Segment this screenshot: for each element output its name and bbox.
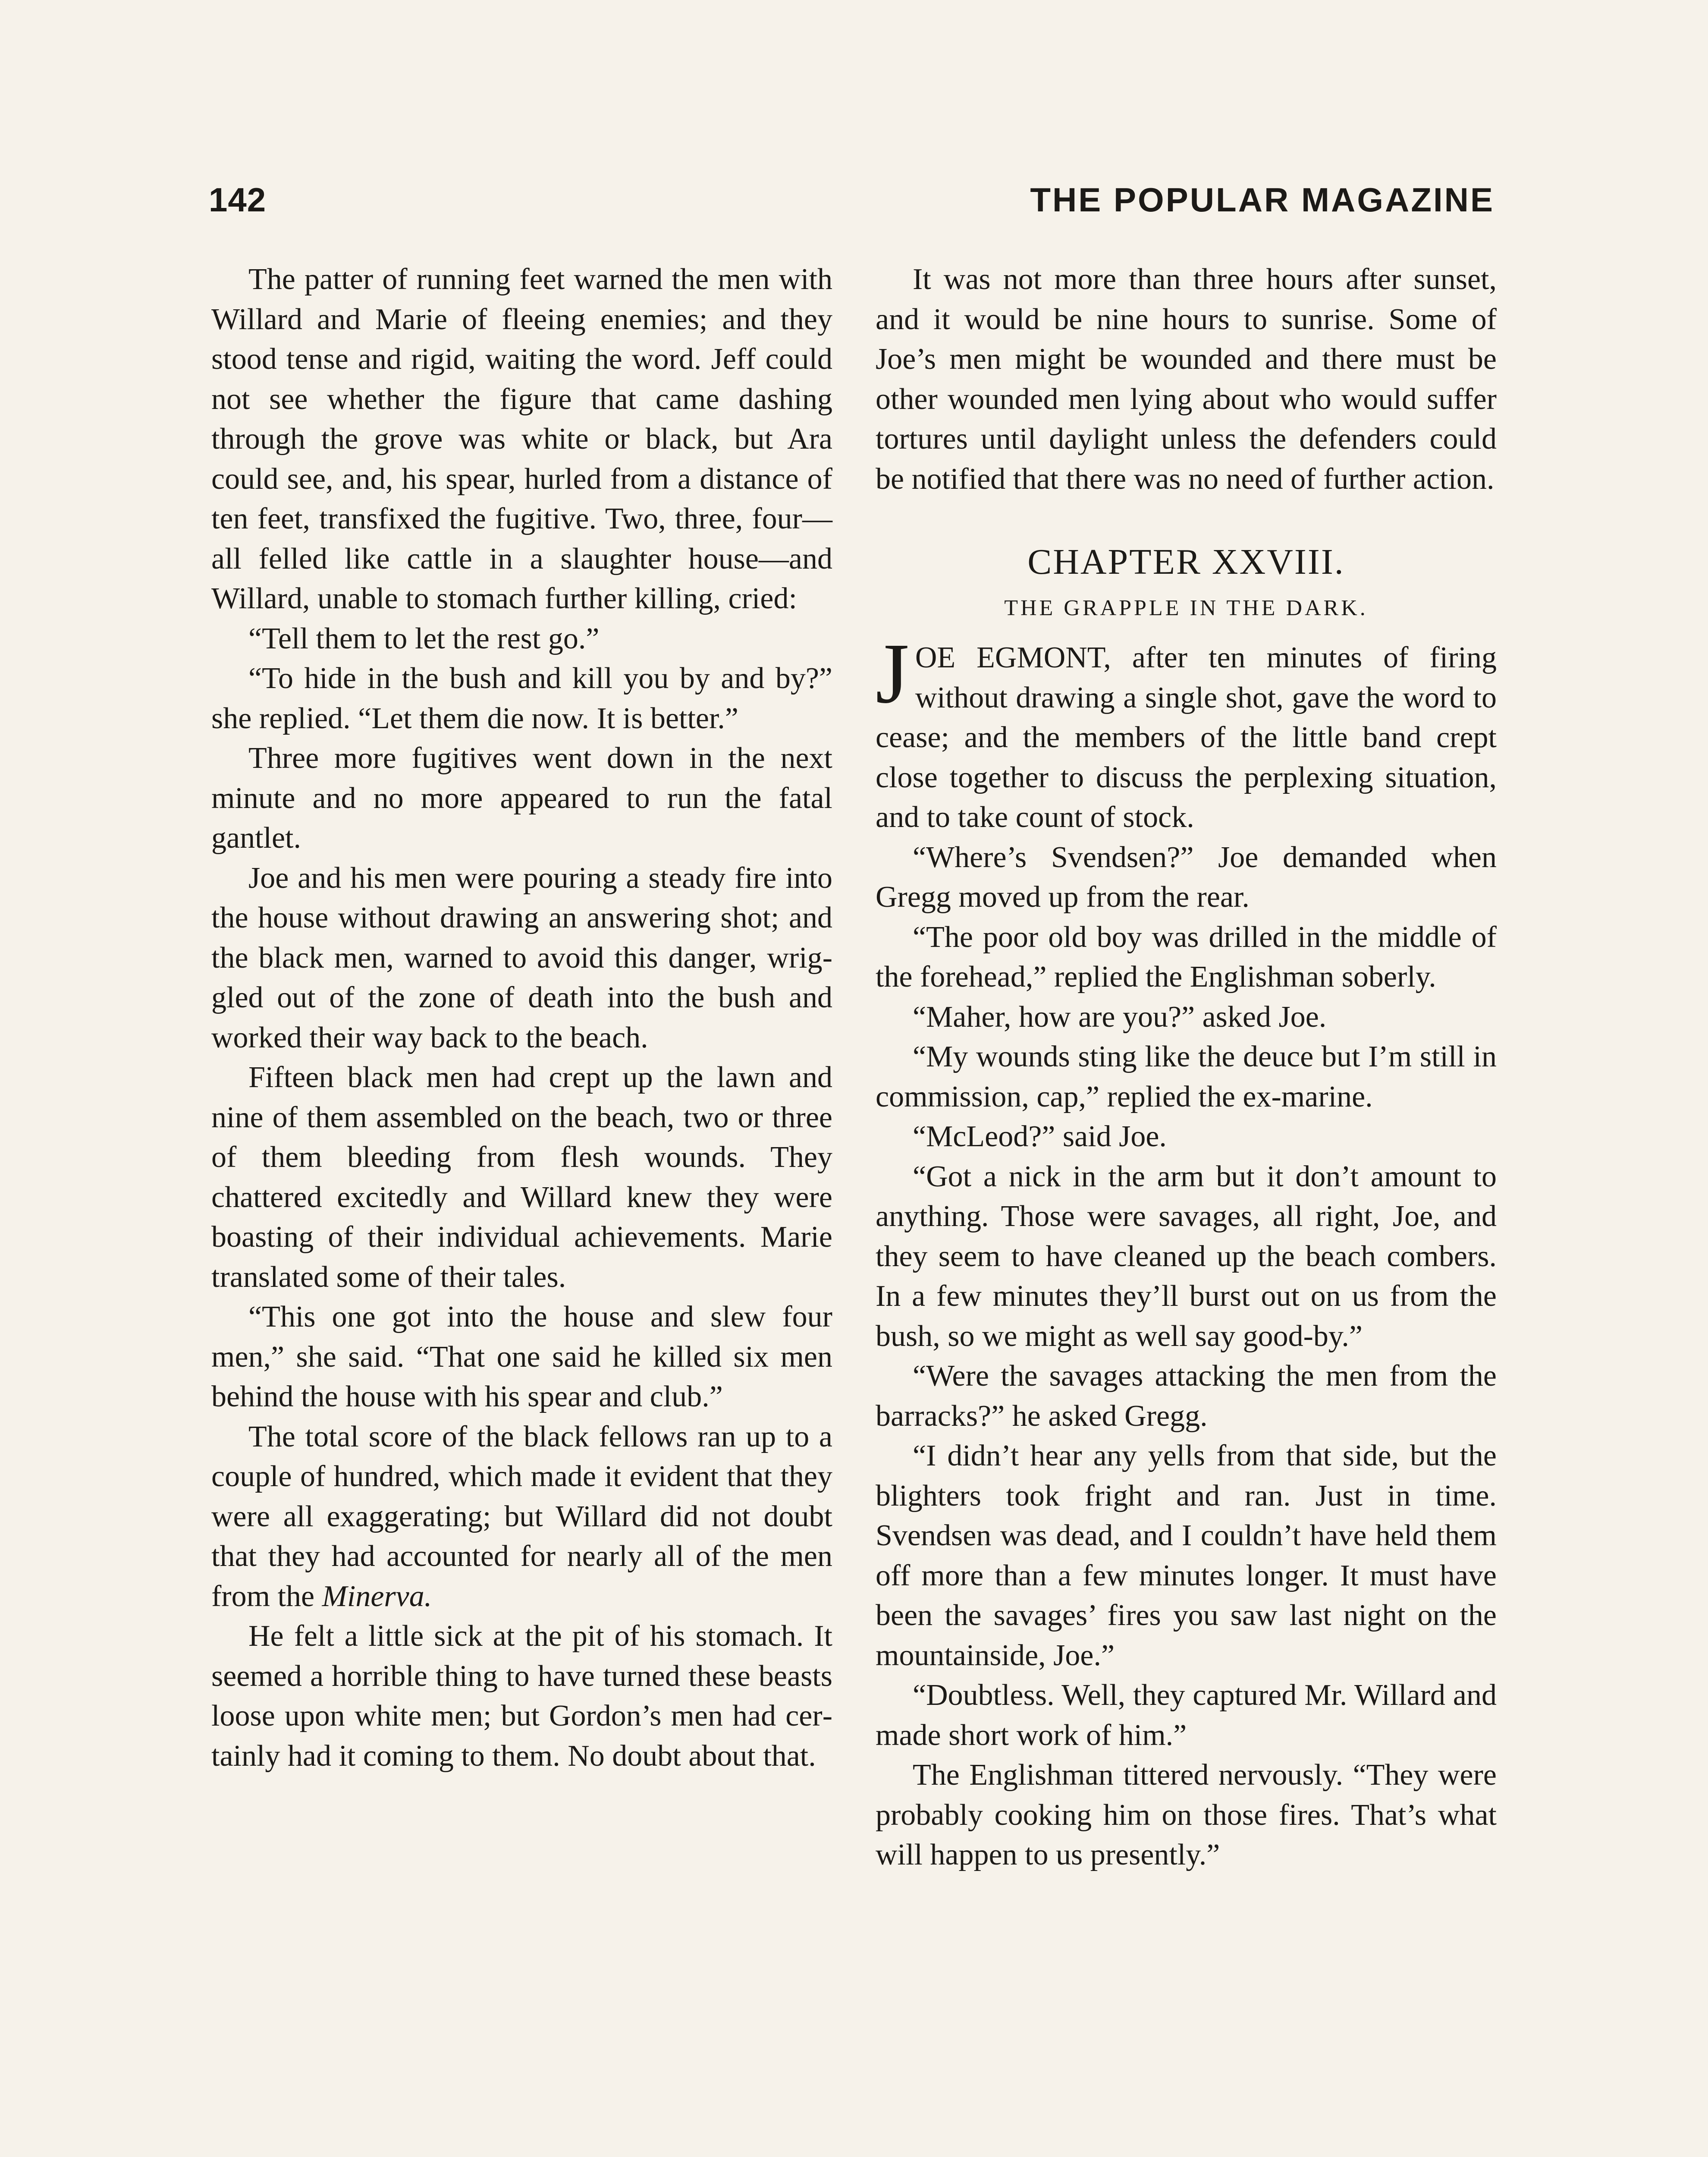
paragraph: “My wounds sting like the deuce but I’m still in commission, cap,” replied the ex-marine. bbox=[876, 1040, 1497, 1113]
chapter-subtitle: THE GRAPPLE IN THE DARK. bbox=[1004, 596, 1368, 620]
paragraph: It was not more than three hours after sunset, and it would be nine hours to sunrise. Some of Joe’s men might be wounded and there must be other wounded men lying about who would suffer tortures until daylight unless the defenders could be notified that there was no need of further action. bbox=[876, 263, 1497, 496]
paragraph: Fifteen black men had crept up the lawn and nine of them assembled on the beach, two or three of them bleeding from flesh wounds. They chattered excitedly and Willard knew they were boasting of their individual achievements. Marie translated some of their tales. bbox=[211, 1061, 832, 1294]
page-number: 142 bbox=[209, 181, 267, 219]
chapter-title: CHAPTER XXVIII. bbox=[1027, 542, 1345, 582]
paragraph: “The poor old boy was drilled in the middle of the forehead,” replied the Englishman soberly. bbox=[876, 920, 1497, 994]
paragraph: Three more fugitives went down in the next minute and no more appeared to run the fatal gantlet. bbox=[211, 742, 832, 855]
page-header bbox=[209, 180, 1494, 228]
paragraph-text: OE EGMONT, after ten minutes of firing without drawing a single shot, gave the word to cease; and the members of the little band crept close together to discuss the perplexing situation, and to take count of stock. bbox=[876, 641, 1497, 834]
paragraph: “To hide in the bush and kill you by and by?” she replied. “Let them die now. It is better.” bbox=[211, 662, 832, 735]
paragraph: The patter of running feet warned the men with Willard and Marie of fleeing enemies; and they stood tense and rigid, waiting the word. Jeff could not see whether the figure that came dashing through the grove was white or black, but Ara could see, and, his spear, hurled from a distance of ten feet, transfixed the fugitive. Two, three, four—all felled like cattle in a slaughter house—and Willard, unable to stomach further killing, cried: bbox=[211, 263, 832, 615]
ship-name: Minerva. bbox=[322, 1579, 432, 1613]
paragraph: “Got a nick in the arm but it don’t amount to anything. Those were savages, all right, Joe, and they seem to have cleaned up the beach combers. In a few minutes they’ll burst out on us from the bush, so we might as well say good-by.” bbox=[876, 1160, 1497, 1353]
drop-cap: J bbox=[876, 626, 909, 721]
paragraph: “Doubtless. Well, they captured Mr. Willard and made short work of him.” bbox=[876, 1679, 1497, 1752]
chapter-opening-paragraph bbox=[876, 626, 1497, 838]
paragraph: “Where’s Svendsen?” Joe demanded when Gregg moved up from the rear. bbox=[876, 840, 1497, 914]
paragraph-with-ship-name bbox=[211, 1417, 832, 1617]
paragraph: “Were the savages attacking the men from the barracks?” he asked Gregg. bbox=[876, 1359, 1497, 1433]
running-head: THE POPULAR MAGAZINE bbox=[1030, 181, 1494, 219]
paragraph-text: The total score of the black fellows ran up to a couple of hundred, which made it evident that they were all exaggerating; but Willard did not doubt that they had accounted for nearly all of the men from the bbox=[211, 1420, 832, 1613]
paragraph: “Maher, how are you?” asked Joe. bbox=[913, 1000, 1327, 1034]
paragraph: “McLeod?” said Joe. bbox=[913, 1120, 1167, 1153]
right-column bbox=[876, 260, 1497, 1875]
paragraph: The Englishman tittered nervously. “They were probably cooking him on those fires. That’s what will happen to us presently.” bbox=[876, 1758, 1497, 1871]
paragraph: “Tell them to let the rest go.” bbox=[248, 622, 600, 655]
paragraph: “I didn’t hear any yells from that side, but the blighters took fright and ran. Just in time. Svendsen was dead, and I couldn’t have held them off more than a few minutes longer. It must have been the savages’ fires you saw last night on the mountainside, Joe.” bbox=[876, 1439, 1497, 1672]
paragraph: “This one got into the house and slew four men,” she said. “That one said he killed six men behind the house with his spear and club.” bbox=[211, 1300, 832, 1413]
paragraph: He felt a little sick at the pit of his stomach. It seemed a horrible thing to have turned these beasts loose upon white men; but Gordon’s men had certainly had it coming to them. No doubt about that. bbox=[211, 1619, 832, 1773]
left-column bbox=[211, 260, 832, 1776]
paragraph: Joe and his men were pouring a steady fire into the house without drawing an answering shot; and the black men, warned to avoid this danger, wriggled out of the zone of death into the bush and worked their way back to the beach. bbox=[211, 861, 832, 1054]
